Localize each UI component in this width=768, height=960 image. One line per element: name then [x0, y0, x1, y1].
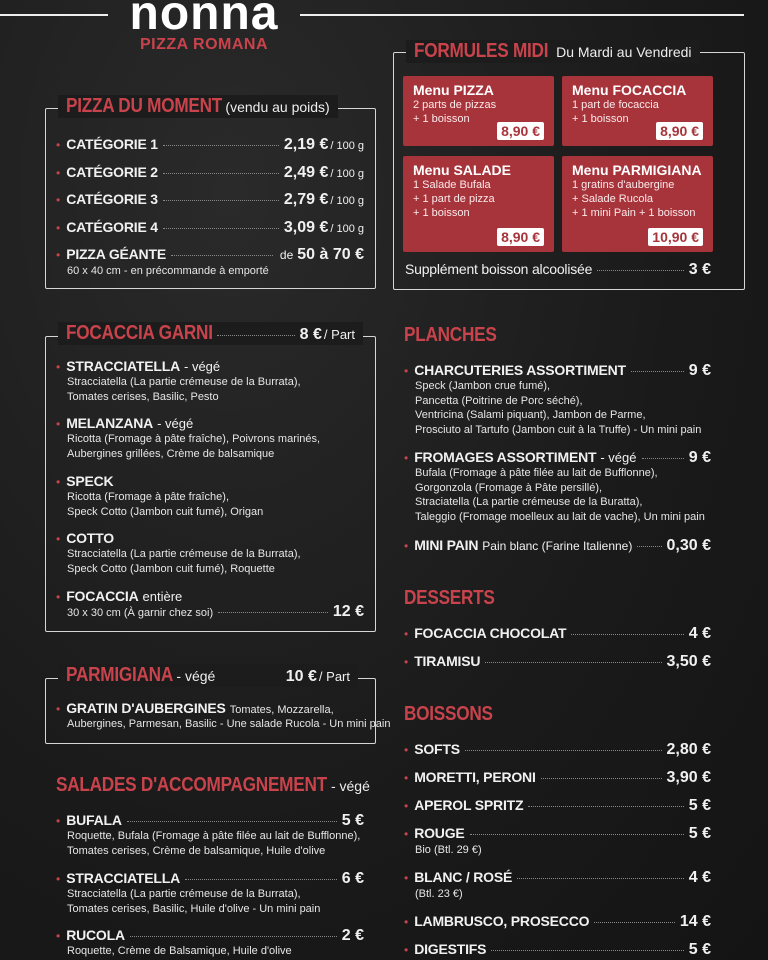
salades-title: SALADES D'ACCOMPAGNEMENT - végé [56, 774, 370, 796]
pizza-cat-row: • CATÉGORIE 4 3,09 € / 100 g [56, 219, 364, 236]
formula-parmigiana: Menu PARMIGIANA 1 gratins d'aubergine + Salade Rucola + 1 mini Pain + 1 boisson 10,90 € [562, 156, 713, 252]
boisson-item: • ROUGE 5 € [404, 825, 711, 842]
planches-title: PLANCHES [404, 324, 497, 346]
focaccia-entiere-desc-row: 30 x 30 cm (À garnir chez soi) 12 € [67, 603, 364, 620]
salade-item: • BUFALA 5 € [56, 812, 364, 829]
focaccia-item: • MELANZANA - végé [56, 415, 194, 431]
boisson-item-desc: (Btl. 23 €) [415, 888, 463, 900]
pizza-geante-desc: 60 x 40 cm - en précommande à emporté [67, 265, 269, 277]
formula-price: 8,90 € [497, 122, 544, 140]
pizza-geante-row: • PIZZA GÉANTE de 50 à 70 € [56, 246, 364, 263]
parmigiana-item-desc: Aubergines, Parmesan, Basilic - Une salade Rucola - Un mini pain [67, 718, 391, 730]
boisson-item: • APEROL SPRITZ 5 € [404, 797, 711, 814]
boisson-item: • MORETTI, PERONI 3,90 € [404, 769, 711, 786]
boisson-item: • SOFTS 2,80 € [404, 741, 711, 758]
formules-title: FORMULES MIDI Du Mardi au Vendredi [406, 40, 700, 63]
planche-item-desc: Bufala (Fromage à pâte filée au lait de Bufflonne), Gorgonzola (Fromage à Pâte persillé), Straciatella (La partie crémeuse de la Buratta), Taleggio (Fromage moelleux au lait de vache), Un mini pain [415, 467, 705, 523]
boisson-item: • LAMBRUSCO, PROSECCO 14 € [404, 913, 711, 930]
pizza-cat-row: • CATÉGORIE 2 2,49 € / 100 g [56, 164, 364, 181]
formula-focaccia: Menu FOCACCIA 1 part de focaccia + 1 boisson 8,90 € [562, 76, 713, 146]
focaccia-entiere-row: • FOCACCIA entière [56, 588, 183, 604]
supplement-row: Supplément boisson alcoolisée 3 € [405, 261, 711, 278]
boissons-title: BOISSONS [404, 703, 493, 725]
focaccia-item-desc: Ricotta (Fromage à pâte fraîche), Poivrons marinés, Aubergines grillées, Crème de balsamique [67, 433, 321, 460]
boisson-item: • DIGESTIFS 5 € [404, 941, 711, 958]
focaccia-item: • COTTO [56, 530, 114, 546]
formula-price: 8,90 € [656, 122, 703, 140]
planche-item: • FROMAGES ASSORTIMENT - végé 9 € [404, 449, 711, 466]
boisson-item: • BLANC / ROSÉ 4 € [404, 869, 711, 886]
pizza-cat-row: • CATÉGORIE 3 2,79 € / 100 g [56, 191, 364, 208]
salade-item-desc: Roquette, Bufala (Fromage à pâte filée au lait de Bufflonne), Tomates cerises, Crème de balsamique, Huile d'olive [67, 830, 361, 857]
focaccia-item-desc: Stracciatella (La partie crémeuse de la Burrata), Speck Cotto (Jambon cuit fumé), Roquette [67, 548, 301, 575]
focaccia-item: • STRACCIATELLA - végé [56, 358, 221, 374]
brand-rule-right [300, 14, 744, 16]
salade-item: • RUCOLA 2 € [56, 927, 364, 944]
pizza-moment-title: PIZZA DU MOMENT (vendu au poids) [58, 95, 338, 118]
parmigiana-item: • GRATIN D'AUBERGINES Tomates, Mozzarella, [56, 700, 334, 716]
planche-item-desc: Speck (Jambon crue fumé), Pancetta (Poitrine de Porc séché), Ventricina (Salami piquant), Jambon de Parme, Prosciuto al Tartufo (Jambon cuit à la Truffe) - Un mini pain [415, 380, 702, 436]
planche-item: • CHARCUTERIES ASSORTIMENT 9 € [404, 362, 711, 379]
formula-pizza: Menu PIZZA 2 parts de pizzas + 1 boisson 8,90 € [403, 76, 554, 146]
salade-item-desc: Stracciatella (La partie crémeuse de la Burrata), Tomates cerises, Basilic, Huile d'olive - Un mini pain [67, 888, 321, 915]
formula-price: 10,90 € [648, 228, 703, 246]
dessert-item: • FOCACCIA CHOCOLAT 4 € [404, 625, 711, 642]
mini-pain-row: • MINI PAIN Pain blanc (Farine Italienne) 0,30 € [404, 537, 711, 554]
parmigiana-title: PARMIGIANA - végé 10 € / Part [58, 664, 358, 687]
boisson-item-desc: Bio (Btl. 29 €) [415, 844, 482, 856]
salade-item-desc: Roquette, Crème de Balsamique, Huile d'olive [67, 945, 292, 957]
brand-name: nonna [129, 0, 279, 40]
focaccia-item-desc: Ricotta (Fromage à pâte fraîche), Speck Cotto (Jambon cuit fumé), Origan [67, 491, 264, 518]
dessert-item: • TIRAMISU 3,50 € [404, 653, 711, 670]
focaccia-item: • SPECK [56, 473, 114, 489]
desserts-title: DESSERTS [404, 587, 495, 609]
focaccia-title: FOCACCIA GARNI 8 € / Part [58, 322, 363, 345]
pizza-cat-row: • CATÉGORIE 1 2,19 € / 100 g [56, 136, 364, 153]
formula-salade: Menu SALADE 1 Salade Bufala + 1 part de pizza + 1 boisson 8,90 € [403, 156, 554, 252]
formula-price: 8,90 € [497, 228, 544, 246]
focaccia-item-desc: Stracciatella (La partie crémeuse de la Burrata), Tomates cerises, Basilic, Pesto [67, 376, 301, 403]
brand-logo [118, 0, 290, 54]
salade-item: • STRACCIATELLA 6 € [56, 870, 364, 887]
brand-rule-left [0, 14, 108, 16]
brand-subtitle: PIZZA ROMANA [139, 36, 269, 53]
formules-note: Du Mardi au Vendredi [556, 44, 692, 60]
